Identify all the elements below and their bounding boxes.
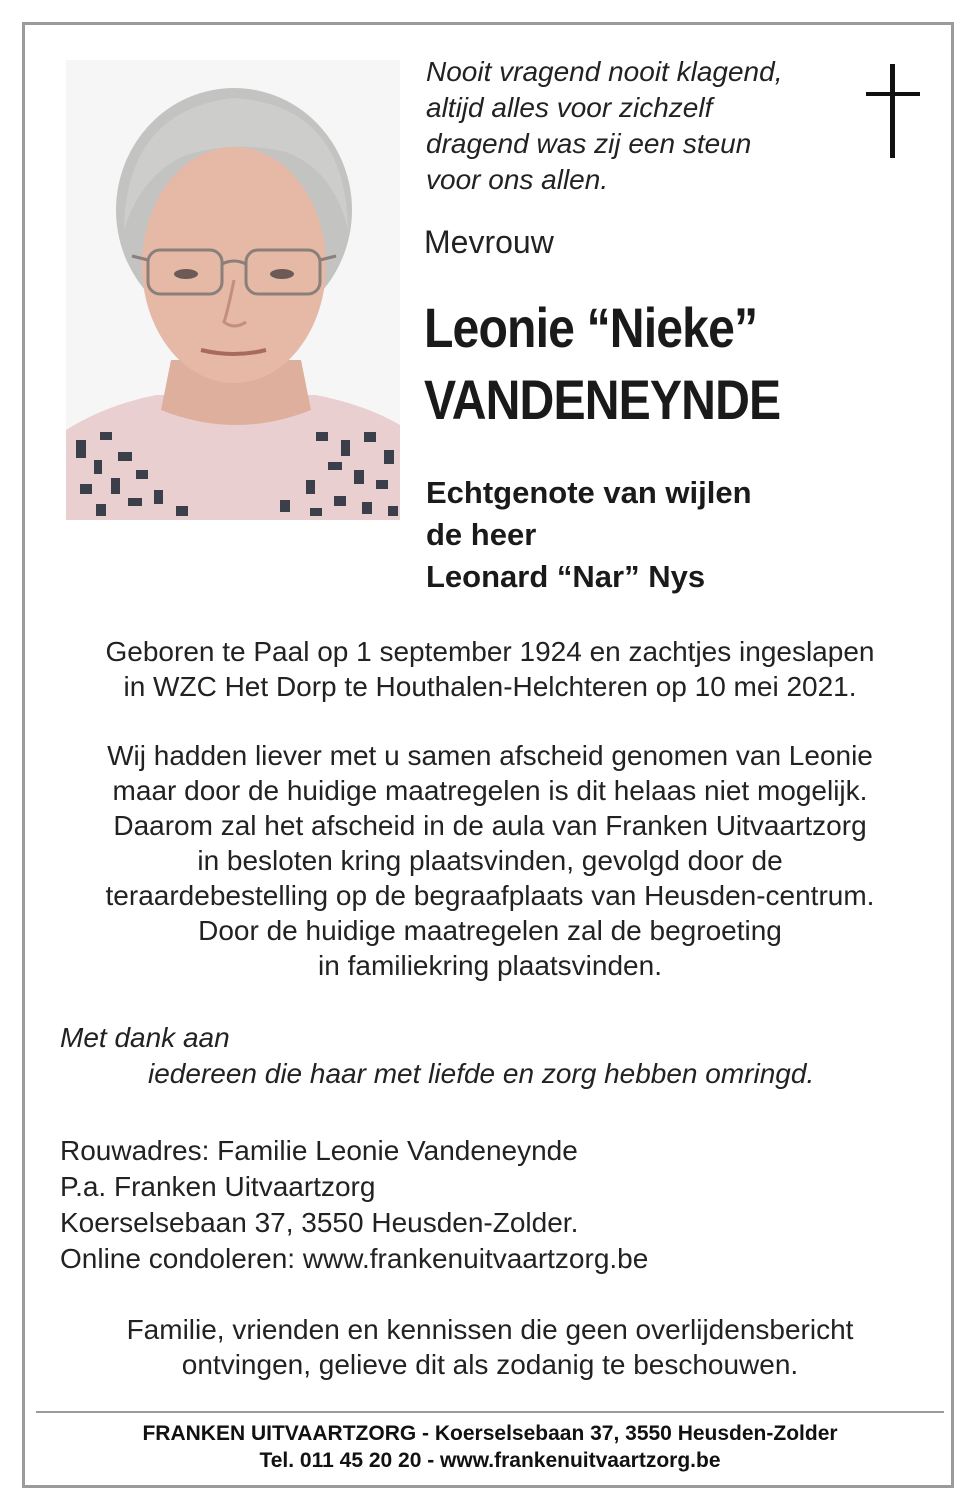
- poem-line: dragend was zij een steun: [426, 128, 752, 159]
- message-line: teraardebestelling op de begraafplaats van Heusden-centrum.: [105, 880, 875, 911]
- spouse-info: [426, 472, 752, 598]
- portrait-photo: [66, 60, 400, 520]
- footer-line: Tel. 011 45 20 20 - www.frankenuitvaartzorg.be: [259, 1449, 721, 1472]
- birth-line: Geboren te Paal op 1 september 1924 en zachtjes ingeslapen: [105, 636, 875, 667]
- birth-line: in WZC Het Dorp te Houthalen-Helchteren op 10 mei 2021.: [123, 671, 857, 702]
- message-line: in familiekring plaatsvinden.: [318, 950, 662, 981]
- family-note: [40, 1312, 940, 1382]
- address-line: P.a. Franken Uitvaartzorg: [60, 1171, 376, 1202]
- thanks-line: iedereen die haar met liefde en zorg hebben omringd.: [148, 1058, 815, 1089]
- poem-line: altijd alles voor zichzelf: [426, 92, 713, 123]
- message-line: Wij hadden liever met u samen afscheid genomen van Leonie: [107, 740, 873, 771]
- thanks-line: Met dank aan: [60, 1022, 230, 1053]
- message-line: maar door de huidige maatregelen is dit helaas niet mogelijk.: [112, 775, 868, 806]
- spouse-line: de heer: [426, 517, 537, 552]
- deceased-name: [424, 292, 780, 436]
- honorific: Mevrouw: [424, 224, 554, 260]
- spouse-line: Leonard “Nar” Nys: [426, 559, 706, 594]
- address-line: Rouwadres: Familie Leonie Vandeneynde: [60, 1135, 578, 1166]
- footer-divider: [36, 1411, 944, 1413]
- message-line: Daarom zal het afscheid in de aula van Franken Uitvaartzorg: [113, 810, 867, 841]
- condolence-address: [60, 1133, 648, 1277]
- address-line: Koerselsebaan 37, 3550 Heusden-Zolder.: [60, 1207, 579, 1238]
- address-line: Online condoleren: www.frankenuitvaartzorg.be: [60, 1243, 649, 1274]
- cross-icon: [866, 64, 920, 158]
- spouse-line: Echtgenote van wijlen: [426, 475, 752, 510]
- farewell-message: [40, 738, 940, 983]
- thanks-note: [60, 1020, 814, 1092]
- last-name: VANDENEYNDE: [424, 368, 781, 431]
- message-line: in besloten kring plaatsvinden, gevolgd door de: [197, 845, 783, 876]
- birth-death-info: [40, 634, 940, 704]
- first-name: Leonie “Nieke”: [424, 296, 758, 359]
- poem-line: voor ons allen.: [426, 164, 609, 195]
- message-line: Door de huidige maatregelen zal de begroeting: [198, 915, 782, 946]
- note-line: ontvingen, gelieve dit als zodanig te beschouwen.: [181, 1349, 799, 1380]
- poem: [426, 54, 846, 198]
- note-line: Familie, vrienden en kennissen die geen overlijdensbericht: [126, 1314, 854, 1345]
- footer-line: FRANKEN UITVAARTZORG - Koerselsebaan 37, 3550 Heusden-Zolder: [142, 1422, 838, 1445]
- poem-line: Nooit vragend nooit klagend,: [426, 56, 783, 87]
- funeral-home-footer: [36, 1420, 944, 1474]
